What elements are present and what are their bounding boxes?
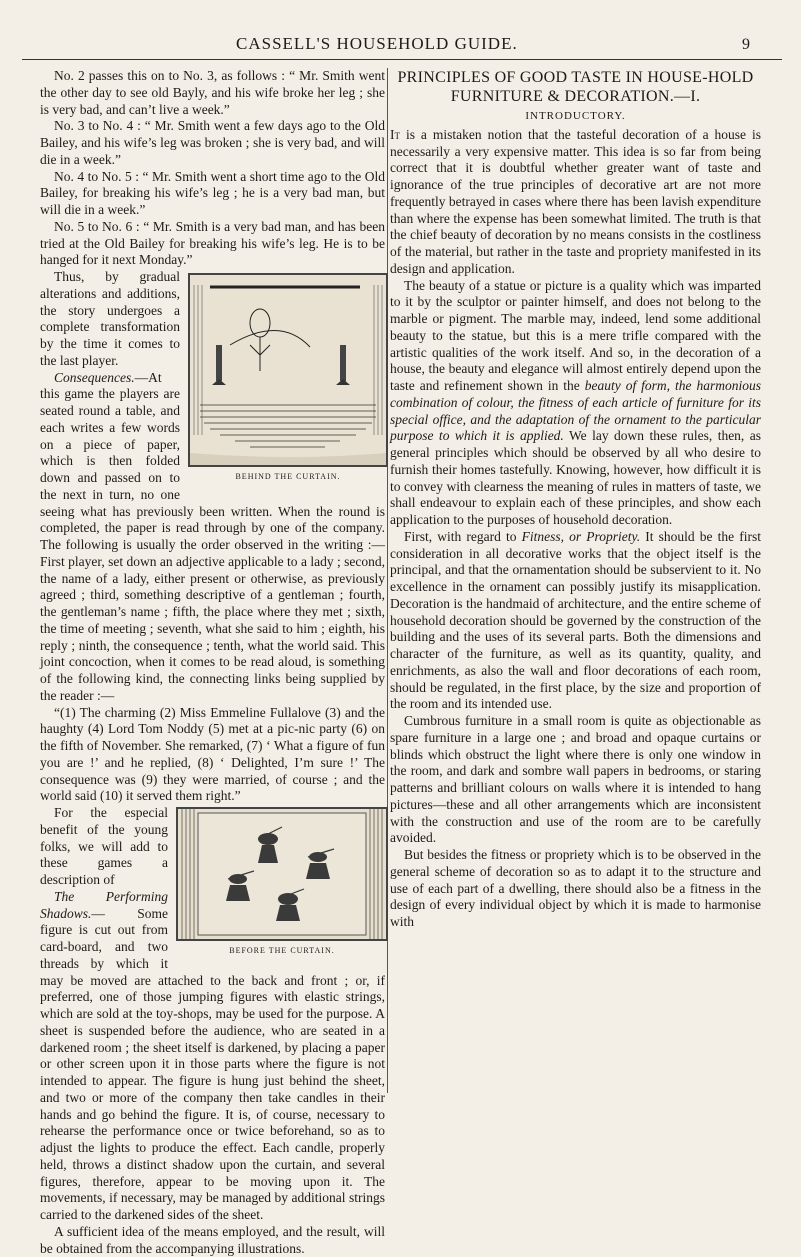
paragraph: “(1) The charming (2) Miss Emmeline Fullalove (3) and the haughty (4) Lord Tom Noddy (5) met at a pic-nic party (6) on the fifth of November. She remarked, (7) ‘ What a figure of fun you are !’ and he replied, (8) ‘ Delighted, I’m sure !’ The consequence was (9) they were married, of course ; and the world said (10) it served them right.” xyxy=(40,704,385,804)
paragraph-text: First, with regard to xyxy=(404,528,522,544)
illustration-before-curtain xyxy=(176,807,388,960)
running-title: CASSELL'S HOUSEHOLD GUIDE. xyxy=(236,34,518,53)
article-subheading: INTRODUCTORY. xyxy=(525,110,626,122)
lead-word: It xyxy=(390,126,400,142)
figure-caption: BEFORE THE CURTAIN. xyxy=(229,946,335,955)
section-title: Consequences. xyxy=(54,369,135,385)
paragraph xyxy=(390,127,761,278)
paragraph-text: We lay down these rules, then, as general principles which should be observed by all who desire to furnish their homes tastefully. Knowing, however, how difficult it is to convey with clearness the meaning of rules in matters of taste, we shall endeavour to explain each of these principles, and show each application to the purposes of household decoration. xyxy=(390,428,761,527)
header-rule xyxy=(22,59,782,60)
emphasis: beauty of form, the harmonious combination of colour, the fitness of each article of furniture for its special office, and the adaptation of the ornament to the particular purpose to which it is applied. xyxy=(390,378,761,444)
paragraph-text: is a mistaken notion that the tasteful decoration of a house is necessarily a very expensive matter. This idea is so far from being correct that it is doubtful whether greater want of taste and ignorance of the true principles of decorative art are not more frequently betrayed in cases where there has been lavish expenditure than where the expense has been somewhat limited. The truth is that the chief beauty of decoration by no means consists in the costliness of the material, but rather in the taste and propriety manifested in its design and application. xyxy=(390,126,761,276)
section-title: The Performing Shadows. xyxy=(40,888,168,921)
page-number: 9 xyxy=(742,36,750,53)
paragraph: For the especial benefit of the young folks, we will add to these games a description of xyxy=(40,805,168,887)
paragraph: A sufficient idea of the means employed, and the result, will be obtained from the accompanying illustrations. xyxy=(40,1223,385,1256)
illustration-behind-curtain xyxy=(188,273,388,486)
article-heading: PRINCIPLES OF GOOD TASTE IN HOUSE-HOLD FURNITURE & DECORATION.—I. xyxy=(397,69,754,105)
behind-curtain-drawing xyxy=(190,275,386,465)
paragraph-text: — Some figure is cut out from card-board, and two threads by which it may be moved are attached to the back and front ; or, if preferred, one of those jumping figures with elastic strings, which are sold at the toy-shops, may be used for the purpose. A sheet is suspended before the audience, who are seated in a darkened room ; the sheet itself is darkened, by placing a paper or other screen upon it in those parts where the figure is not intended to appear. The figure is hung just behind the sheet, and two or more of the company then take candles in their hands and go behind the figure. It is, of course, necessary to rehearse the performance once or twice beforehand, so as to adjust the lights to produce the effect. Each candle, properly held, throws a distinct shadow upon the curtain, and several figures, therefore, appear to be moving upon it. The movements, if necessary, may be managed by additional strings carried to the darkened sides of the sheet. xyxy=(40,905,385,1222)
emphasis: Fitness, or Propriety. xyxy=(521,528,641,544)
paragraph: No. 5 to No. 6 : “ Mr. Smith is a very bad man, and has been tried at the Old Bailey for breaking his wife’s leg. He is to be hanged for it next Monday.” xyxy=(40,218,385,268)
paragraph: No. 3 to No. 4 : “ Mr. Smith went a few days ago to the Old Bailey, and his wife’s leg was broken ; she is very bad, and will die in a week.” xyxy=(40,118,385,167)
figure-caption: BEHIND THE CURTAIN. xyxy=(235,472,341,481)
left-column xyxy=(40,68,385,1257)
paragraph xyxy=(390,529,761,713)
paragraph-text: It should be the first consideration in all decorative works that the object itself is the principal, and that the ornamentation should be subservient to it. No excellence in the ornament can possibly justify its misapplication. Decoration is the handmaid of architecture, and the entire scheme of household decoration should be governed by the construction of the building and the uses of its several parts. Both the dimensions and character of the furniture, as well as its quantity, quality, and enrichments, as also the wall and floor decorations of each room, should be regulated, in the first place, by the size and proportion of the room and its intended use. xyxy=(390,528,761,712)
paragraph: Thus, by gradual alterations and additions, the story undergoes a complete transformation by the time it comes to the last player. xyxy=(40,269,180,368)
before-curtain-drawing xyxy=(178,809,386,939)
paragraph xyxy=(390,278,761,529)
paragraph: No. 4 to No. 5 : “ Mr. Smith went a short time ago to the Old Bailey, for breaking his wife’s leg ; he is a very bad man, but will die in a week.” xyxy=(40,168,385,217)
paragraph-text: The beauty of a statue or picture is a quality which was imparted to it by the sculptor or painter himself, and does not belong to the marble or pigment. The marble may, indeed, lend some additional beauty to the statue, but this is a mere trifle compared with the artistic qualities of the work itself. And so, in the decoration of a house, the beauty and elegance will almost entirely depend upon the taste and refinement shown in the xyxy=(390,277,761,393)
paragraph: No. 2 passes this on to No. 3, as follows : “ Mr. Smith went the other day to see old Bayly, and his wife broke her leg ; she is very bad, and can’t live a week.” xyxy=(40,68,385,117)
paragraph: Cumbrous furniture in a small room is quite as objectionable as spare furniture in a large one ; and broad and opaque curtains or blinds which obstruct the light where there is only one window in the room, and dark and sombre wall papers in bedrooms, or staring patterns and brilliant colours on walls where it is intended to hang pictures—these and all other arrangements which are inconsistent with the construction and use of the room are to be carefully avoided. xyxy=(390,713,761,846)
paragraph: But besides the fitness or propriety which is to be observed in the general scheme of decoration so as to adapt it to the structure and use of each part of a dwelling, there should also be a fitness in the design of every individual object by which it is made to harmonise with xyxy=(390,847,761,929)
paragraph-text: —At this game the players are seated round a table, and each writes a few words on a piece of paper, which is then folded down and passed on to the next in turn, no one seeing what has previously been written. When the round is completed, the paper is read through by one of the company. The following is usually the order observed in the writing :— First player, set down an adjective applicable to a lady ; second, the name of a lady, either present or otherwise, as previously agreed ; third, something descriptive of a gentleman ; fourth, the gentleman’s name ; fifth, the place where they met ; sixth, the time of meeting ; seventh, what she said to him ; eighth, his reply ; ninth, the consequence ; tenth, what the world said. This joint concoction, when it comes to be read aloud, is something of the following kind, the connecting links being supplied by the reader :— xyxy=(40,369,385,703)
running-header xyxy=(0,34,801,56)
right-column xyxy=(390,68,761,931)
